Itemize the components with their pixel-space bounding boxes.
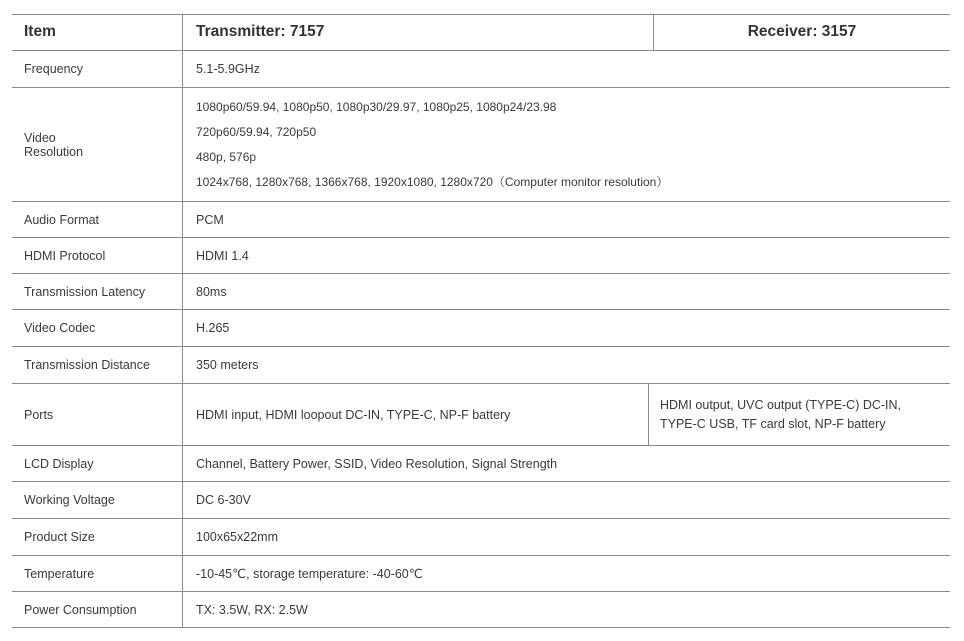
resolution-line: 1024x768, 1280x768, 1366x768, 1920x1080, 1280x720（Computer monitor resolution） (196, 174, 669, 189)
row-label: HDMI Protocol (12, 238, 183, 273)
resolution-line: 480p, 576p (196, 149, 257, 164)
row-label: Video Codec (12, 310, 183, 346)
row-label (12, 88, 183, 201)
row-value-tx: HDMI input, HDMI loopout DC-IN, TYPE-C, NP-F battery (183, 384, 649, 445)
row-label: Transmission Latency (12, 274, 183, 309)
table-row-video-resolution (12, 88, 950, 202)
row-value: 350 meters (196, 358, 259, 372)
row-label-line2: Resolution (24, 144, 84, 159)
table-row-working-voltage (12, 482, 950, 519)
row-value: PCM (196, 212, 224, 227)
rx-line2: TYPE-C USB, TF card slot, NP-F battery (660, 416, 886, 431)
row-value: DC 6-30V (196, 493, 251, 507)
row-value: Channel, Battery Power, SSID, Video Resolution, Signal Strength (196, 456, 558, 471)
row-value: TX: 3.5W, RX: 2.5W (196, 602, 308, 617)
header-transmitter: Transmitter: 7157 (183, 14, 654, 50)
table-row-transmission-distance (12, 347, 950, 384)
row-value: 5.1-5.9GHz (196, 62, 260, 76)
row-label: Frequency (12, 51, 183, 87)
resolution-line: 1080p60/59.94, 1080p50, 1080p30/29.97, 1080p25, 1080p24/23.98 (196, 99, 557, 114)
table-row-lcd-display (12, 446, 950, 482)
table-row-frequency (12, 51, 950, 88)
header-item: Item (12, 14, 183, 50)
row-value-list (183, 88, 950, 201)
row-label: Product Size (12, 519, 183, 555)
row-value: HDMI 1.4 (196, 248, 249, 263)
header-row (12, 14, 950, 51)
row-label: Ports (12, 384, 183, 445)
row-value: 80ms (196, 284, 227, 299)
table-row-transmission-latency (12, 274, 950, 310)
row-label: Transmission Distance (12, 347, 183, 383)
row-label: Temperature (12, 556, 183, 591)
row-label: Audio Format (12, 202, 183, 237)
row-value-rx (649, 384, 950, 445)
table-row-audio-format (12, 202, 950, 238)
row-value: H.265 (196, 321, 230, 335)
table-row-video-codec (12, 310, 950, 347)
row-label: Working Voltage (12, 482, 183, 518)
table-row-temperature (12, 556, 950, 592)
table-row-product-size (12, 519, 950, 556)
table-row-hdmi-protocol (12, 238, 950, 274)
rx-line1: HDMI output, UVC output (TYPE-C) DC-IN, (660, 397, 902, 412)
resolution-line: 720p60/59.94, 720p50 (196, 124, 317, 139)
row-value: -10-45℃, storage temperature: -40-60℃ (196, 567, 423, 581)
row-label: Power Consumption (12, 592, 183, 627)
header-receiver: Receiver: 3157 (747, 23, 857, 40)
row-value: 100x65x22mm (196, 530, 278, 544)
table-row-ports (12, 384, 950, 446)
row-label: LCD Display (12, 446, 183, 481)
table-row-power-consumption (12, 592, 950, 628)
row-label-line1: Video (24, 130, 56, 145)
